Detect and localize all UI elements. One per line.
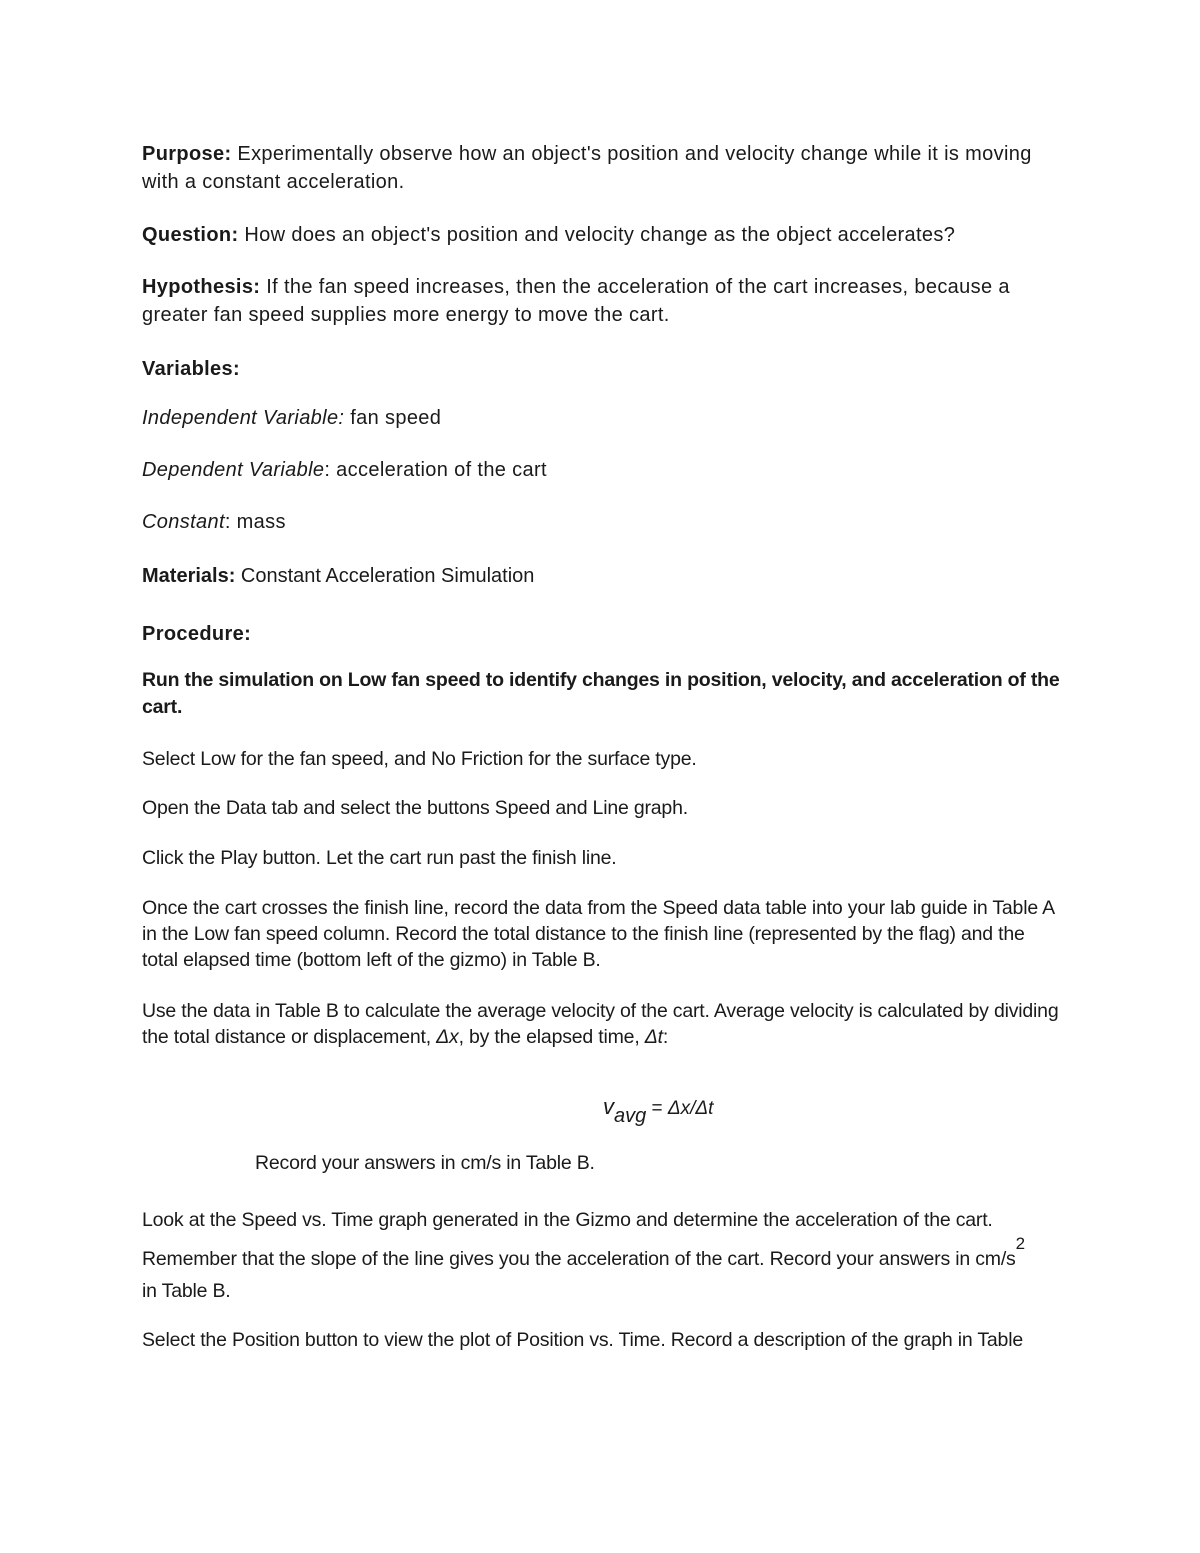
record-answers-line: Record your answers in cm/s in Table B. (255, 1152, 595, 1174)
question-label: Question: (142, 224, 239, 246)
step5-delta-x: Δx (436, 1026, 459, 1048)
constant-variable-line (142, 508, 1062, 536)
procedure-step-6-line-1: Look at the Speed vs. Time graph generated in the Gizmo and determine the acceleration of the cart. (142, 1209, 993, 1231)
constant-label: Constant (142, 511, 225, 533)
purpose-label: Purpose: (142, 143, 232, 165)
procedure-step-1: Select Low for the fan speed, and No Friction for the surface type. (142, 748, 697, 770)
dependent-variable-line (142, 456, 1062, 484)
average-velocity-formula (603, 1094, 714, 1127)
procedure-step-7: Select the Position button to view the plot of Position vs. Time. Record a description of the graph in Table (142, 1329, 1023, 1351)
procedure-instruction: Run the simulation on Low fan speed to identify changes in position, velocity, and acceleration of the cart. (142, 669, 1060, 718)
purpose-paragraph (142, 140, 1062, 196)
hypothesis-paragraph (142, 273, 1062, 329)
procedure-step-6-line-3: in Table B. (142, 1280, 231, 1302)
constant-value: : mass (224, 511, 286, 533)
step6-text: Remember that the slope of the line gives you the acceleration of the cart. Record your answers in cm/s (142, 1248, 1016, 1270)
independent-variable-line (142, 404, 1062, 432)
step5-text-a: Use the data in Table B to calculate the average velocity of the cart. Average velocity is calculated by dividing the total distance or displacement, (142, 1000, 1059, 1048)
purpose-text: Experimentally observe how an object's position and velocity change while it is moving with a constant acceleration. (142, 143, 1032, 193)
step5-delta-t: Δt (644, 1026, 663, 1048)
procedure-step-3: Click the Play button. Let the cart run past the finish line. (142, 847, 617, 869)
question-text: How does an object's position and velocity change as the object accelerates? (238, 224, 956, 246)
question-paragraph (142, 221, 1062, 249)
step5-text-c: : (662, 1026, 669, 1048)
procedure-step-5 (142, 998, 1062, 1050)
variables-heading: Variables: (142, 358, 241, 380)
materials-label: Materials: (142, 565, 236, 587)
step5-text-b: , by the elapsed time, (458, 1026, 645, 1048)
procedure-step-2: Open the Data tab and select the buttons Speed and Line graph. (142, 797, 688, 819)
formula-v: v (603, 1094, 614, 1119)
dependent-variable-label: Dependent Variable (142, 459, 325, 481)
independent-variable-value: fan speed (344, 407, 442, 429)
hypothesis-label: Hypothesis: (142, 276, 261, 298)
formula-rhs: Δx/Δt (667, 1098, 714, 1119)
materials-paragraph (142, 562, 1062, 590)
procedure-step-6-line-2 (142, 1234, 1062, 1273)
independent-variable-label: Independent Variable: (142, 407, 345, 429)
dependent-variable-value: : acceleration of the cart (324, 459, 547, 481)
step6-superscript: 2 (1015, 1234, 1025, 1253)
formula-equals: = (646, 1098, 668, 1119)
formula-subscript: avg (614, 1105, 647, 1127)
materials-text: Constant Acceleration Simulation (235, 565, 535, 587)
hypothesis-text: If the fan speed increases, then the acceleration of the cart increases, because a greater fan speed supplies more energy to move the cart. (142, 276, 1010, 326)
procedure-heading: Procedure: (142, 623, 252, 645)
procedure-step-4: Once the cart crosses the finish line, record the data from the Speed data table into your lab guide in Table A in the Low fan speed column. Record the total distance to the finish line (represented by the flag) and the total elapsed time (bottom left of the gizmo) in Table B. (142, 897, 1054, 971)
